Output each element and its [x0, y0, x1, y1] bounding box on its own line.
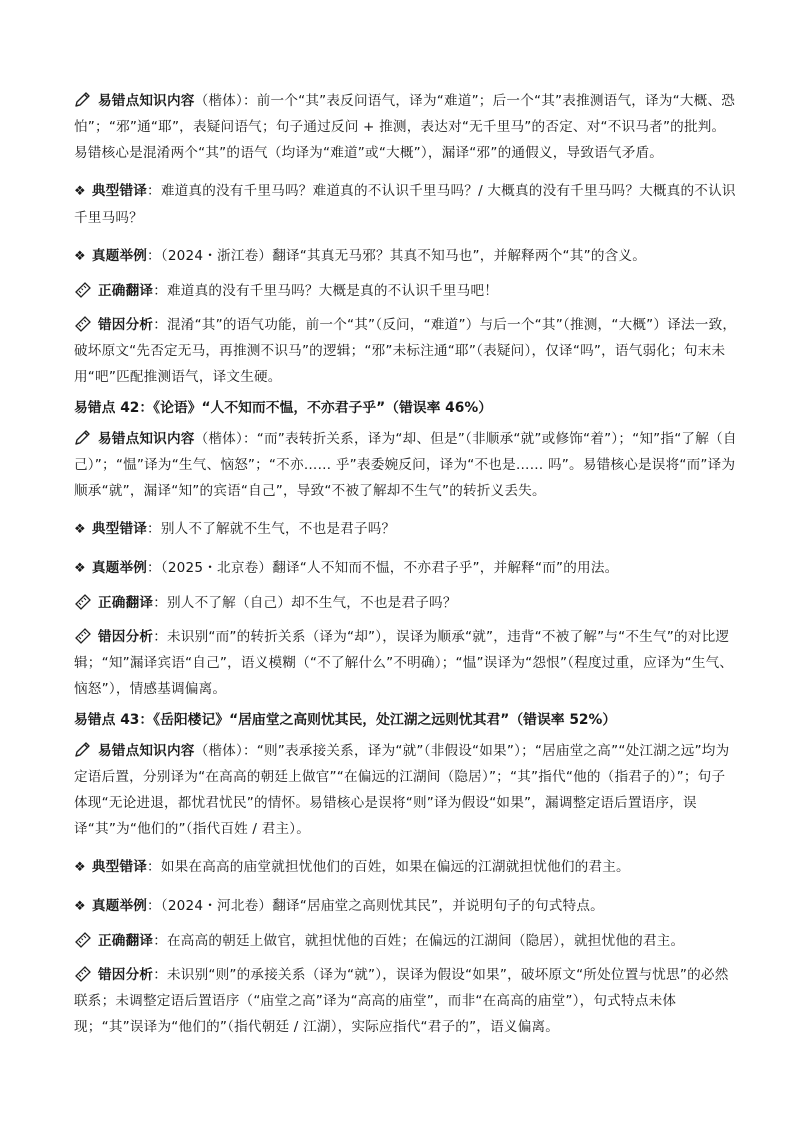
- knowledge-text: ：“而”表转折关系，译为“却、但是”（非顺承“就”或修饰“着”）；“知”指“了解（自己）”；“愠”译为“生气、恼怒”；“不亦…… 乎”表委婉反问，译为“不也是…… 吗”。易错核心是误将“而”译为顺承“就”，漏译“知”的宾语“自己”，导致“不被了解却不生气”的转折义丢失。: [74, 431, 737, 499]
- typical-error-43: [74, 854, 738, 881]
- analysis-label: 错因分析: [98, 629, 154, 645]
- section-heading-42: 易错点 42：《论语》“人不知而不愠，不亦君子乎”（错误率 46%）: [74, 400, 492, 416]
- typical-text: ：别人不了解就不生气，不也是君子吗？: [147, 521, 396, 537]
- ruler-icon: [74, 316, 92, 332]
- diamond-icon: ❖: [74, 522, 86, 537]
- diamond-icon: ❖: [74, 899, 86, 914]
- exam-text: ：（2025・北京卷）翻译“人不知而不愠，不亦君子乎”，并解释“而”的用法。: [147, 560, 619, 576]
- correct-translation-42: [74, 590, 738, 616]
- correct-label: 正确翻译: [98, 933, 154, 949]
- knowledge-point-41: [74, 88, 738, 166]
- correct-text: ：别人不了解（自己）却不生气，不也是君子吗？: [153, 595, 457, 611]
- exam-text: ：（2024・浙江卷）翻译“其真无马邪？其真不知马也”，并解释两个“其”的含义。: [147, 248, 647, 264]
- exam-example-43: [74, 893, 738, 920]
- typical-label: 典型错译: [91, 183, 148, 199]
- analysis-text: ：混淆“其”的语气功能，前一个“其”（反问，“难道”）与后一个“其”（推测，“大概”）译法一致，破坏原文“先否定无马，再推测不识马”的逻辑；“邪”未标注通“耶”（表疑问），仅译“吗”，语气弱化；句末未用“吧”匹配推测语气，译文生硬。: [74, 317, 737, 385]
- knowledge-note: （楷体）: [194, 743, 243, 759]
- section-heading-43: 易错点 43：《岳阳楼记》“居庙堂之高则忧其民，处江湖之远则忧其君”（错误率 52%）: [74, 712, 617, 728]
- correct-translation-43: [74, 928, 738, 954]
- ruler-icon: [74, 932, 92, 948]
- pencil-icon: [74, 430, 92, 446]
- knowledge-note: （楷体）: [194, 431, 243, 447]
- typical-error-41: [74, 178, 738, 231]
- exam-example-42: [74, 555, 738, 582]
- diamond-icon: ❖: [74, 561, 86, 576]
- ruler-icon: [74, 282, 92, 298]
- exam-text: ：（2024・河北卷）翻译“居庙堂之高则忧其民”，并说明句子的句式特点。: [147, 898, 604, 914]
- exam-example-41: [74, 243, 738, 270]
- exam-label: 真题举例: [91, 898, 148, 914]
- diamond-icon: ❖: [74, 184, 86, 199]
- knowledge-label: 易错点知识内容: [98, 431, 195, 447]
- ruler-icon: [74, 966, 92, 982]
- typical-label: 典型错译: [91, 859, 148, 875]
- knowledge-label: 易错点知识内容: [98, 743, 195, 759]
- ruler-icon: [74, 594, 92, 610]
- exam-label: 真题举例: [91, 560, 148, 576]
- knowledge-text: ：“则”表承接关系，译为“就”（非假设“如果”）；“居庙堂之高”“处江湖之远”均为定语后置，分别译为“在高高的朝廷上做官”“在偏远的江湖间（隐居）”；“其”指代“他的（指君子的）”；句子体现“无论进退，都忧君忧民”的情怀。易错核心是误将“则”译为假设“如果”，漏调整定语后置语序，误译“其”为“他们的”（指代百姓 / 君主）。: [74, 743, 730, 837]
- error-analysis-43: [74, 962, 738, 1040]
- exam-label: 真题举例: [91, 248, 148, 264]
- error-analysis-41: [74, 312, 738, 390]
- pencil-icon: [74, 742, 92, 758]
- correct-label: 正确翻译: [98, 595, 154, 611]
- pencil-icon: [74, 92, 92, 108]
- typical-text: ：如果在高高的庙堂就担忧他们的百姓，如果在偏远的江湖就担忧他们的君主。: [147, 859, 630, 875]
- knowledge-point-43: [74, 738, 738, 842]
- knowledge-text: ：前一个“其”表反问语气，译为“难道”；后一个“其”表推测语气，译为“大概、恐怕”；“邪”通“耶”，表疑问语气；句子通过反问 + 推测，表达对“无千里马”的否定、对“不识马者”的批判。易错核心是混淆两个“其”的语气（均译为“难道”或“大概”），漏译“邪”的通假义，导致语气矛盾。: [74, 93, 736, 161]
- correct-label: 正确翻译: [98, 283, 154, 299]
- knowledge-note: （楷体）: [194, 93, 243, 109]
- typical-error-42: [74, 516, 738, 543]
- typical-label: 典型错译: [91, 521, 148, 537]
- correct-text: ：难道真的没有千里马吗？大概是真的不认识千里马吧！: [153, 283, 499, 299]
- correct-text: ：在高高的朝廷上做官，就担忧他的百姓；在偏远的江湖间（隐居），就担忧他的君主。: [153, 933, 685, 949]
- analysis-text: ：未识别“则”的承接关系（译为“就”），误译为假设“如果”，破坏原文“所处位置与忧思”的必然联系；未调整定语后置语序（“庙堂之高”译为“高高的庙堂”，而非“在高高的庙堂”），句式特点未体现；“其”误译为“他们的”（指代朝廷 / 江湖），实际应指代“君子的”，语义偏离。: [74, 967, 729, 1035]
- analysis-label: 错因分析: [98, 317, 154, 333]
- error-analysis-42: [74, 624, 738, 702]
- document-page: [74, 88, 738, 1046]
- ruler-icon: [74, 628, 92, 644]
- knowledge-label: 易错点知识内容: [98, 93, 195, 109]
- diamond-icon: ❖: [74, 860, 86, 875]
- knowledge-point-42: [74, 426, 738, 504]
- analysis-text: ：未识别“而”的转折关系（译为“却”），误译为顺承“就”，违背“不被了解”与“不生气”的对比逻辑；“知”漏译宾语“自己”，语义模糊（“不了解什么”不明确）；“愠”误译为“怨恨”（程度过重，应译为“生气、恼怒”），情感基调偏离。: [74, 629, 734, 697]
- correct-translation-41: [74, 278, 738, 304]
- diamond-icon: ❖: [74, 249, 86, 264]
- typical-text: ：难道真的没有千里马吗？难道真的不认识千里马吗？/ 大概真的没有千里马吗？大概真的不认识千里马吗？: [74, 183, 736, 226]
- analysis-label: 错因分析: [98, 967, 154, 983]
